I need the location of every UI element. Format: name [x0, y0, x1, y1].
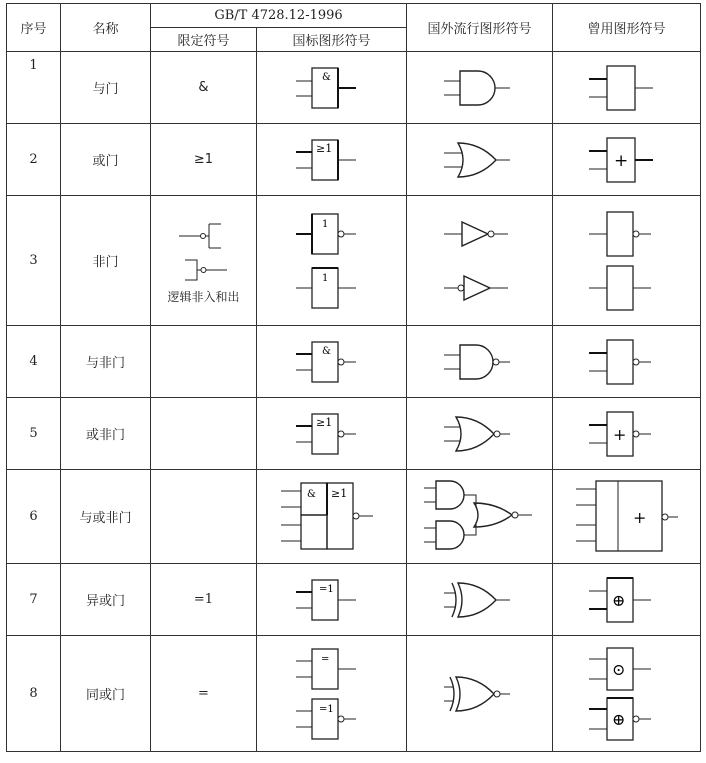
or-gate-national-icon [292, 135, 372, 185]
national-symbol-xnor [257, 636, 407, 752]
aoi-gate-old-icon [572, 475, 682, 559]
row-name: 同或门 [61, 636, 151, 752]
row-seq: 2 [7, 124, 61, 196]
nand-gate-us-icon [440, 337, 520, 387]
svg-text:&: & [321, 71, 331, 83]
common-symbol-or [553, 124, 701, 196]
and-gate-old-icon [587, 63, 667, 113]
header-seq: 序号 [7, 4, 61, 52]
xnor-gate-us-icon [440, 669, 520, 719]
row-name: 或非门 [61, 398, 151, 470]
xnor-gate-old-icon [587, 647, 667, 691]
xnor-gate-national-icon [292, 647, 372, 691]
not-gate-old-alt-icon [587, 264, 667, 312]
svg-text:≥1: ≥1 [330, 486, 347, 500]
or-gate-us-icon [440, 135, 520, 185]
svg-text:1: 1 [321, 272, 328, 284]
row-qualifier [151, 470, 257, 564]
foreign-symbol-xnor [407, 636, 553, 752]
row-name: 非门 [61, 196, 151, 326]
and-gate-us-icon [440, 63, 520, 113]
foreign-symbol-nand [407, 326, 553, 398]
row-qualifier: & [151, 52, 257, 124]
foreign-symbol-not [407, 196, 553, 326]
header-common: 曾用图形符号 [553, 4, 701, 52]
svg-text:&: & [306, 488, 316, 500]
aoi-gate-us-icon [420, 475, 540, 559]
table-row [7, 564, 701, 636]
row-name: 与或非门 [61, 470, 151, 564]
row-seq: 1 [7, 52, 61, 124]
not-gate-old-icon [587, 210, 667, 258]
row-seq: 5 [7, 398, 61, 470]
header-qualifier: 限定符号 [151, 28, 257, 52]
aoi-gate-national-icon [277, 475, 387, 559]
nor-gate-national-icon [292, 409, 372, 459]
svg-text:&: & [321, 345, 331, 357]
nor-gate-us-icon [440, 409, 520, 459]
row-seq: 4 [7, 326, 61, 398]
header-standard: GB/T 4728.12-1996 [151, 4, 407, 28]
common-symbol-not [553, 196, 701, 326]
svg-text:+: + [612, 424, 626, 444]
row-name: 或门 [61, 124, 151, 196]
logic-negation-icon [169, 216, 239, 286]
qualifier-caption: 逻辑非入和出 [167, 290, 240, 304]
and-gate-national-icon [292, 63, 372, 113]
national-symbol-not [257, 196, 407, 326]
nand-gate-old-icon [587, 337, 667, 387]
xnor-gate-national-alt-icon [292, 697, 372, 741]
xnor-gate-old-alt-icon [587, 697, 667, 741]
table-row [7, 196, 701, 326]
svg-text:⊙: ⊙ [611, 659, 625, 679]
national-symbol-and [257, 52, 407, 124]
xor-gate-us-icon [440, 575, 520, 625]
row-name: 与非门 [61, 326, 151, 398]
not-gate-us-icon [440, 210, 520, 258]
svg-text:=1: =1 [318, 583, 334, 595]
header-national: 国标图形符号 [257, 28, 407, 52]
row-qualifier: =1 [151, 564, 257, 636]
xor-gate-old-icon [587, 575, 667, 625]
foreign-symbol-and [407, 52, 553, 124]
svg-text:≥1: ≥1 [315, 415, 332, 429]
nor-gate-old-icon [587, 409, 667, 459]
svg-text:+: + [613, 150, 628, 171]
svg-text:=1: =1 [318, 703, 334, 715]
row-seq: 8 [7, 636, 61, 752]
table-row [7, 326, 701, 398]
common-symbol-xnor [553, 636, 701, 752]
row-qualifier: ≥1 [151, 124, 257, 196]
table-row [7, 52, 701, 124]
xor-gate-national-icon [292, 575, 372, 625]
row-seq: 7 [7, 564, 61, 636]
table-row [7, 398, 701, 470]
not-gate-national-icon [292, 210, 372, 258]
foreign-symbol-or [407, 124, 553, 196]
row-qualifier: = [151, 636, 257, 752]
svg-text:⊕: ⊕ [611, 709, 625, 729]
header-name: 名称 [61, 4, 151, 52]
foreign-symbol-xor [407, 564, 553, 636]
svg-text:⊕: ⊕ [611, 590, 625, 610]
common-symbol-aoi [553, 470, 701, 564]
or-gate-old-icon [587, 135, 667, 185]
row-qualifier-cell [151, 196, 257, 326]
national-symbol-or [257, 124, 407, 196]
common-symbol-xor [553, 564, 701, 636]
svg-text:≥1: ≥1 [315, 141, 332, 155]
table-row [7, 124, 701, 196]
svg-text:1: 1 [321, 218, 328, 230]
row-name: 与门 [61, 52, 151, 124]
nand-gate-national-icon [292, 337, 372, 387]
row-seq: 6 [7, 470, 61, 564]
national-symbol-aoi [257, 470, 407, 564]
common-symbol-nor [553, 398, 701, 470]
national-symbol-xor [257, 564, 407, 636]
common-symbol-and [553, 52, 701, 124]
not-gate-national-alt-icon [292, 264, 372, 312]
header-foreign: 国外流行图形符号 [407, 4, 553, 52]
row-qualifier [151, 398, 257, 470]
svg-text:=: = [320, 653, 329, 665]
table-row [7, 470, 701, 564]
national-symbol-nor [257, 398, 407, 470]
national-symbol-nand [257, 326, 407, 398]
row-seq: 3 [7, 196, 61, 326]
logic-gate-table [6, 3, 701, 752]
not-gate-us-alt-icon [440, 264, 520, 312]
common-symbol-nand [553, 326, 701, 398]
foreign-symbol-nor [407, 398, 553, 470]
row-name: 异或门 [61, 564, 151, 636]
row-qualifier [151, 326, 257, 398]
svg-text:+: + [632, 507, 646, 527]
foreign-symbol-aoi [407, 470, 553, 564]
table-row [7, 636, 701, 752]
